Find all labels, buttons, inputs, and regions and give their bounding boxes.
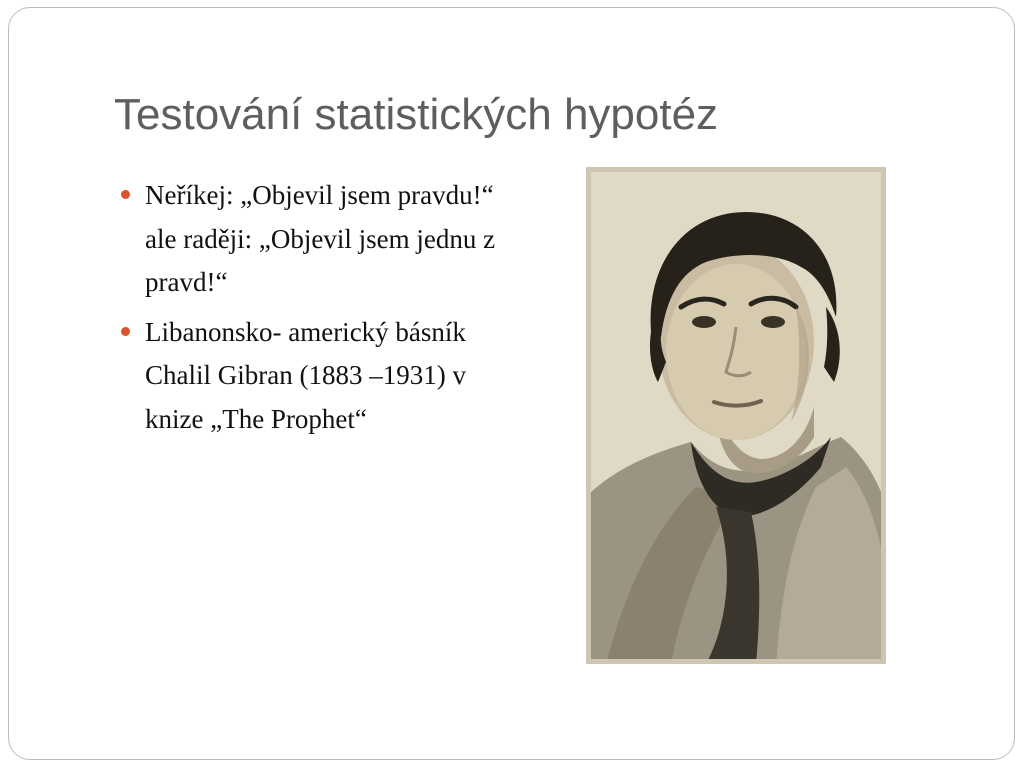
bullet-text: Neříkej: „Objevil jsem pravdu!“ ale raději: „Objevil jsem jednu z pravd!“ — [145, 180, 496, 297]
portrait-illustration — [586, 167, 886, 664]
bullet-dot-icon — [121, 327, 130, 336]
slide-title: Testování statistických hypotéz — [114, 90, 719, 139]
bullet-list — [119, 174, 519, 447]
bullet-item — [119, 311, 519, 442]
slide — [8, 7, 1015, 760]
bullet-text: Libanonsko- americký básník Chalil Gibran (1883 –1931) v knize „The Prophet“ — [145, 316, 466, 434]
portrait-photo — [586, 167, 886, 664]
bullet-dot-icon — [121, 190, 130, 199]
bullet-item — [119, 174, 519, 305]
